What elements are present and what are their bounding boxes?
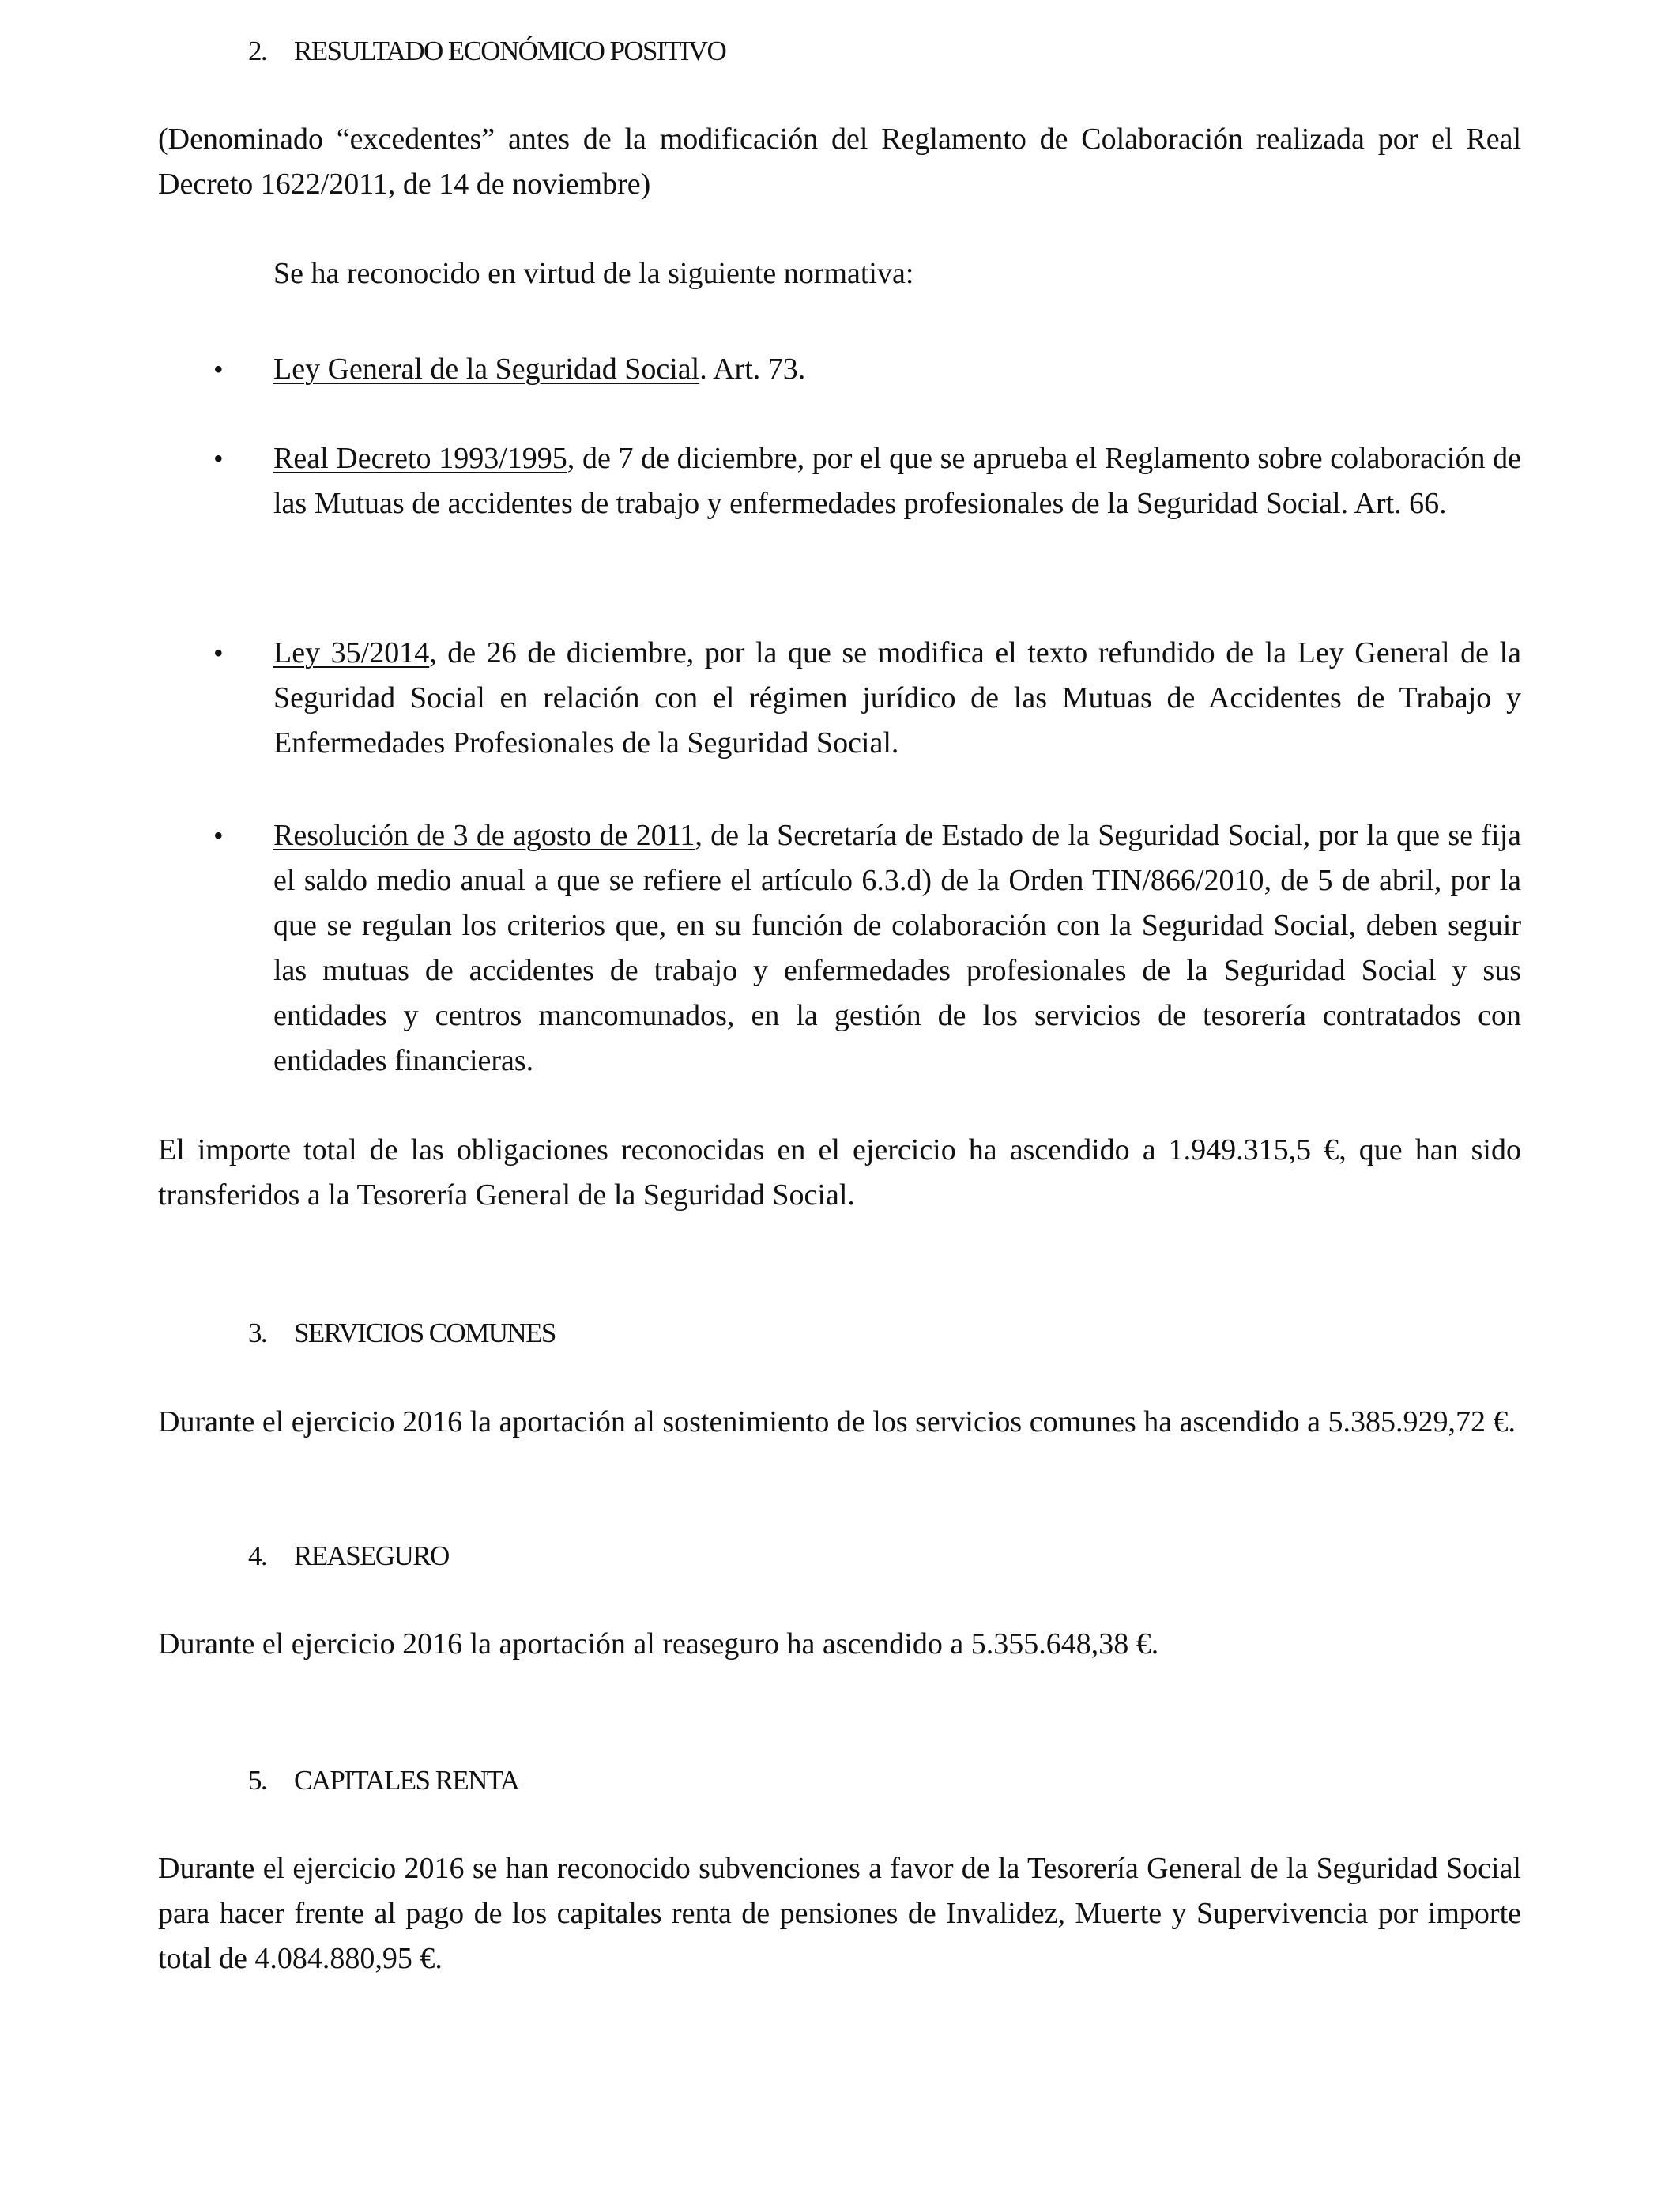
norm-item-4	[273, 813, 1521, 1084]
section-4-title: REASEGURO	[294, 1540, 449, 1571]
section-4-number: 4.	[248, 1540, 267, 1571]
section-2-heading	[248, 28, 725, 74]
section-2-title: RESULTADO ECONÓMICO POSITIVO	[294, 36, 726, 66]
norm-item-4-text: , de la Secretaría de Estado de la Seguridad Social, por la que se fija el saldo medio anual a que se refiere el artículo 6.3.d) de la Orden TIN/866/2010, de 5 de abril, por la que se regulan los criterios que, en su función de colaboración con la Seguridad Social, deben seguir las mutuas de accidentes de trabajo y enfermedades profesionales de la Seguridad Social y sus entidades y centros mancomunados, en la gestión de los servicios de tesorería contratados con entidades financieras.	[273, 819, 1521, 1077]
norm-item-1-ref: Ley General de la Seguridad Social	[273, 352, 700, 386]
section-5-number: 5.	[248, 1765, 267, 1796]
norm-item-4-ref: Resolución de 3 de agosto de 2011	[273, 819, 695, 852]
section-2-number: 2.	[248, 36, 267, 66]
norm-item-1	[273, 347, 1521, 392]
section-3-number: 3.	[248, 1318, 267, 1348]
section-5-heading	[248, 1758, 518, 1803]
norm-item-3	[273, 631, 1521, 766]
norm-item-2	[273, 436, 1521, 526]
norm-item-2-text: , de 7 de diciembre, por el que se aprueba el Reglamento sobre colaboración de las Mutuas de accidentes de trabajo y enfermedades profesionales de la Seguridad Social. Art. 66.	[273, 442, 1521, 520]
section-3-title: SERVICIOS COMUNES	[294, 1318, 556, 1348]
section-2-intro: Se ha reconocido en virtud de la siguiente normativa:	[273, 257, 914, 290]
bullet-icon: •	[213, 820, 224, 851]
section-3-heading	[248, 1310, 556, 1355]
section-4-heading	[248, 1533, 449, 1578]
section-5-title: CAPITALES RENTA	[294, 1765, 519, 1796]
section-5-body: Durante el ejercicio 2016 se han reconocido subvenciones a favor de la Tesorería General de la Seguridad Social para hacer frente al pago de los capitales renta de pensiones de Invalidez, Muerte y Supervivencia por importe total de 4.084.880,95 €.	[158, 1852, 1521, 1975]
section-2-note: (Denominado “excedentes” antes de la modificación del Reglamento de Colaboración realizada por el Real Decreto 1622/2011, de 14 de noviembre)	[158, 123, 1521, 201]
norm-item-3-text: , de 26 de diciembre, por la que se modifica el texto refundido de la Ley General de la Seguridad Social en relación con el régimen jurídico de las Mutuas de Accidentes de Trabajo y Enfermedades Profesionales de la Seguridad Social.	[273, 636, 1521, 760]
section-3-body: Durante el ejercicio 2016 la aportación al sostenimiento de los servicios comunes ha ascendido a 5.385.929,72 €.	[158, 1405, 1516, 1438]
bullet-icon: •	[213, 637, 224, 669]
norm-item-3-ref: Ley 35/2014	[273, 636, 430, 669]
bullet-icon: •	[213, 443, 224, 474]
section-4-body: Durante el ejercicio 2016 la aportación al reaseguro ha ascendido a 5.355.648,38 €.	[158, 1627, 1159, 1661]
norm-item-2-ref: Real Decreto 1993/1995	[273, 442, 567, 475]
section-2-conclusion: El importe total de las obligaciones reconocidas en el ejercicio ha ascendido a 1.949.315,5 €, que han sido transferidos a la Tesorería General de la Seguridad Social.	[158, 1133, 1521, 1212]
bullet-icon: •	[213, 353, 224, 385]
norm-item-1-text: . Art. 73.	[699, 352, 806, 386]
